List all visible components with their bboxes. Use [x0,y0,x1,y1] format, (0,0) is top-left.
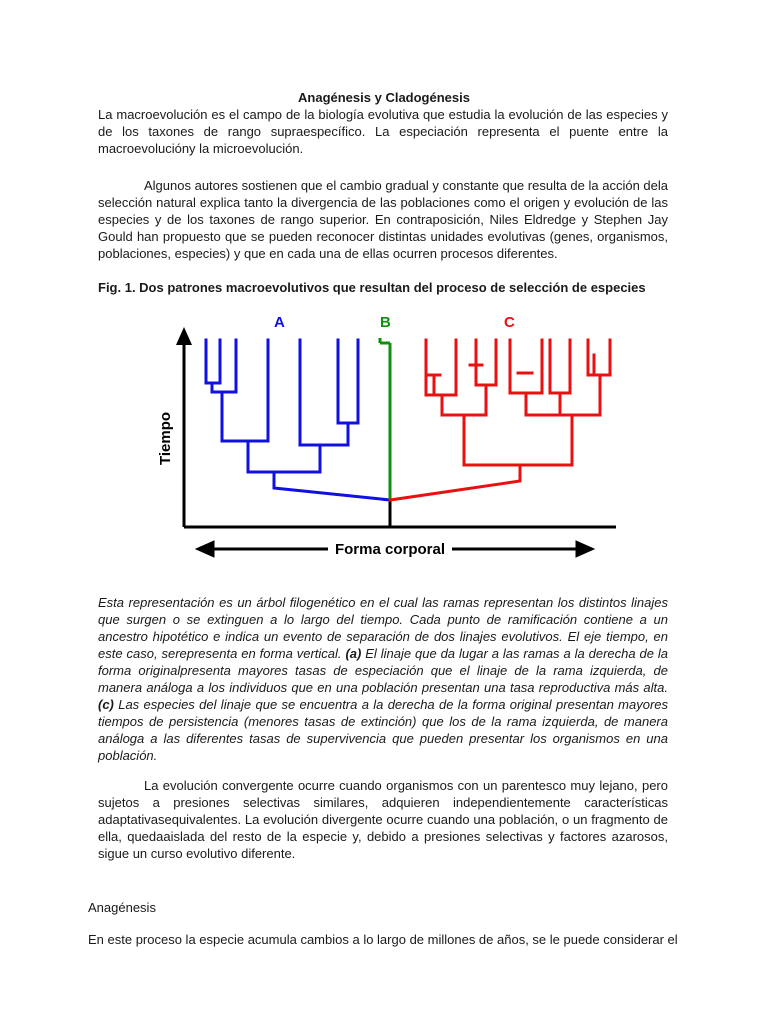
explanation-part1: Esta representación es un árbol filogenético en el cual las ramas representan los distintos linajes que surgen o se extinguen a lo largo del tiempo. Cada punto de ramificación contiene a un ancestro hipotético e indica un evento de separación de dos linajes evolutivos. El eje tiempo, en este caso, serepresenta en forma vertical. [98,595,668,661]
label-a: A [274,314,285,331]
paragraph-evolucion-convergente: La evolución convergente ocurre cuando organismos con un parentesco muy lejano, pero sujetos a presiones selectivas similares, adquieren independientemente características adaptativasequivalentes. La evolución divergente ocurre cuando una población, o un fragmento de ella, quedaaislada del resto de la especie y, debido a presiones selectivas y factores azarosos, sigue un curso evolutivo diferente. [98,778,668,861]
figure-explanation [98,594,668,764]
explanation-part3: Las especies del linaje que se encuentra a la derecha de la forma original presentan mayores tiempos de persistencia (menores tasas de extinción) que los de la rama izquierda, de manera análoga a las diferentes tasas de supervivencia que pueden presentar los organismos en una población. [98,697,668,763]
paragraph-macroevolucion: La macroevolución es el campo de la biología evolutiva que estudia la evolución de las especies y de los taxones de rango supraespecífico. La especiación representa el puente entre la macroevoluciónу la microevolución. [98,107,668,156]
paragraph-anagenesis: En este proceso la especie acumula cambios a lo largo de millones de años, se le puede considerar el [88,932,678,947]
y-axis-arrow [176,327,192,345]
lineage-c [390,340,610,500]
document-title: Anagénesis y Cladogénesis [298,90,470,105]
y-axis-label: Tiempo [157,411,174,465]
label-b: B [380,314,391,331]
section-heading-anagenesis: Anagénesis [88,900,156,915]
phylogenetic-tree-figure [140,305,640,565]
figure-caption: Fig. 1. Dos patrones macroevolutivos que resultan del proceso de selección de especies [98,280,646,295]
x-axis-label: Forma corporal [334,541,446,558]
explanation-part2: El linaje que da lugar a las ramas a la derecha de la forma originalpresenta mayores tasas de especiación que el linaje de la rama izquierda, de manera análoga a los individuos que en una población presentan una tasa reproductiva más alta. [98,646,668,695]
label-c: C [504,314,515,331]
explanation-bold-a: (a) [345,646,362,661]
paragraph-autores: Algunos autores sostienen que el cambio gradual y constante que resulta de la acción dela selección natural explica tanto la divergencia de las poblaciones como el origen y evolución de las especies y de los taxones de rango superior. En contraposición, Niles Eldredge y Stephen Jay Gould han propuesto que se pueden reconocer distintas unidades evolutivas (genes, organismos, poblaciones, especies) y que en cada una de ellas ocurren procesos diferentes. [98,178,668,261]
lineage-b [380,338,390,500]
explanation-bold-c: (c) [98,697,114,712]
lineage-a [206,340,390,500]
